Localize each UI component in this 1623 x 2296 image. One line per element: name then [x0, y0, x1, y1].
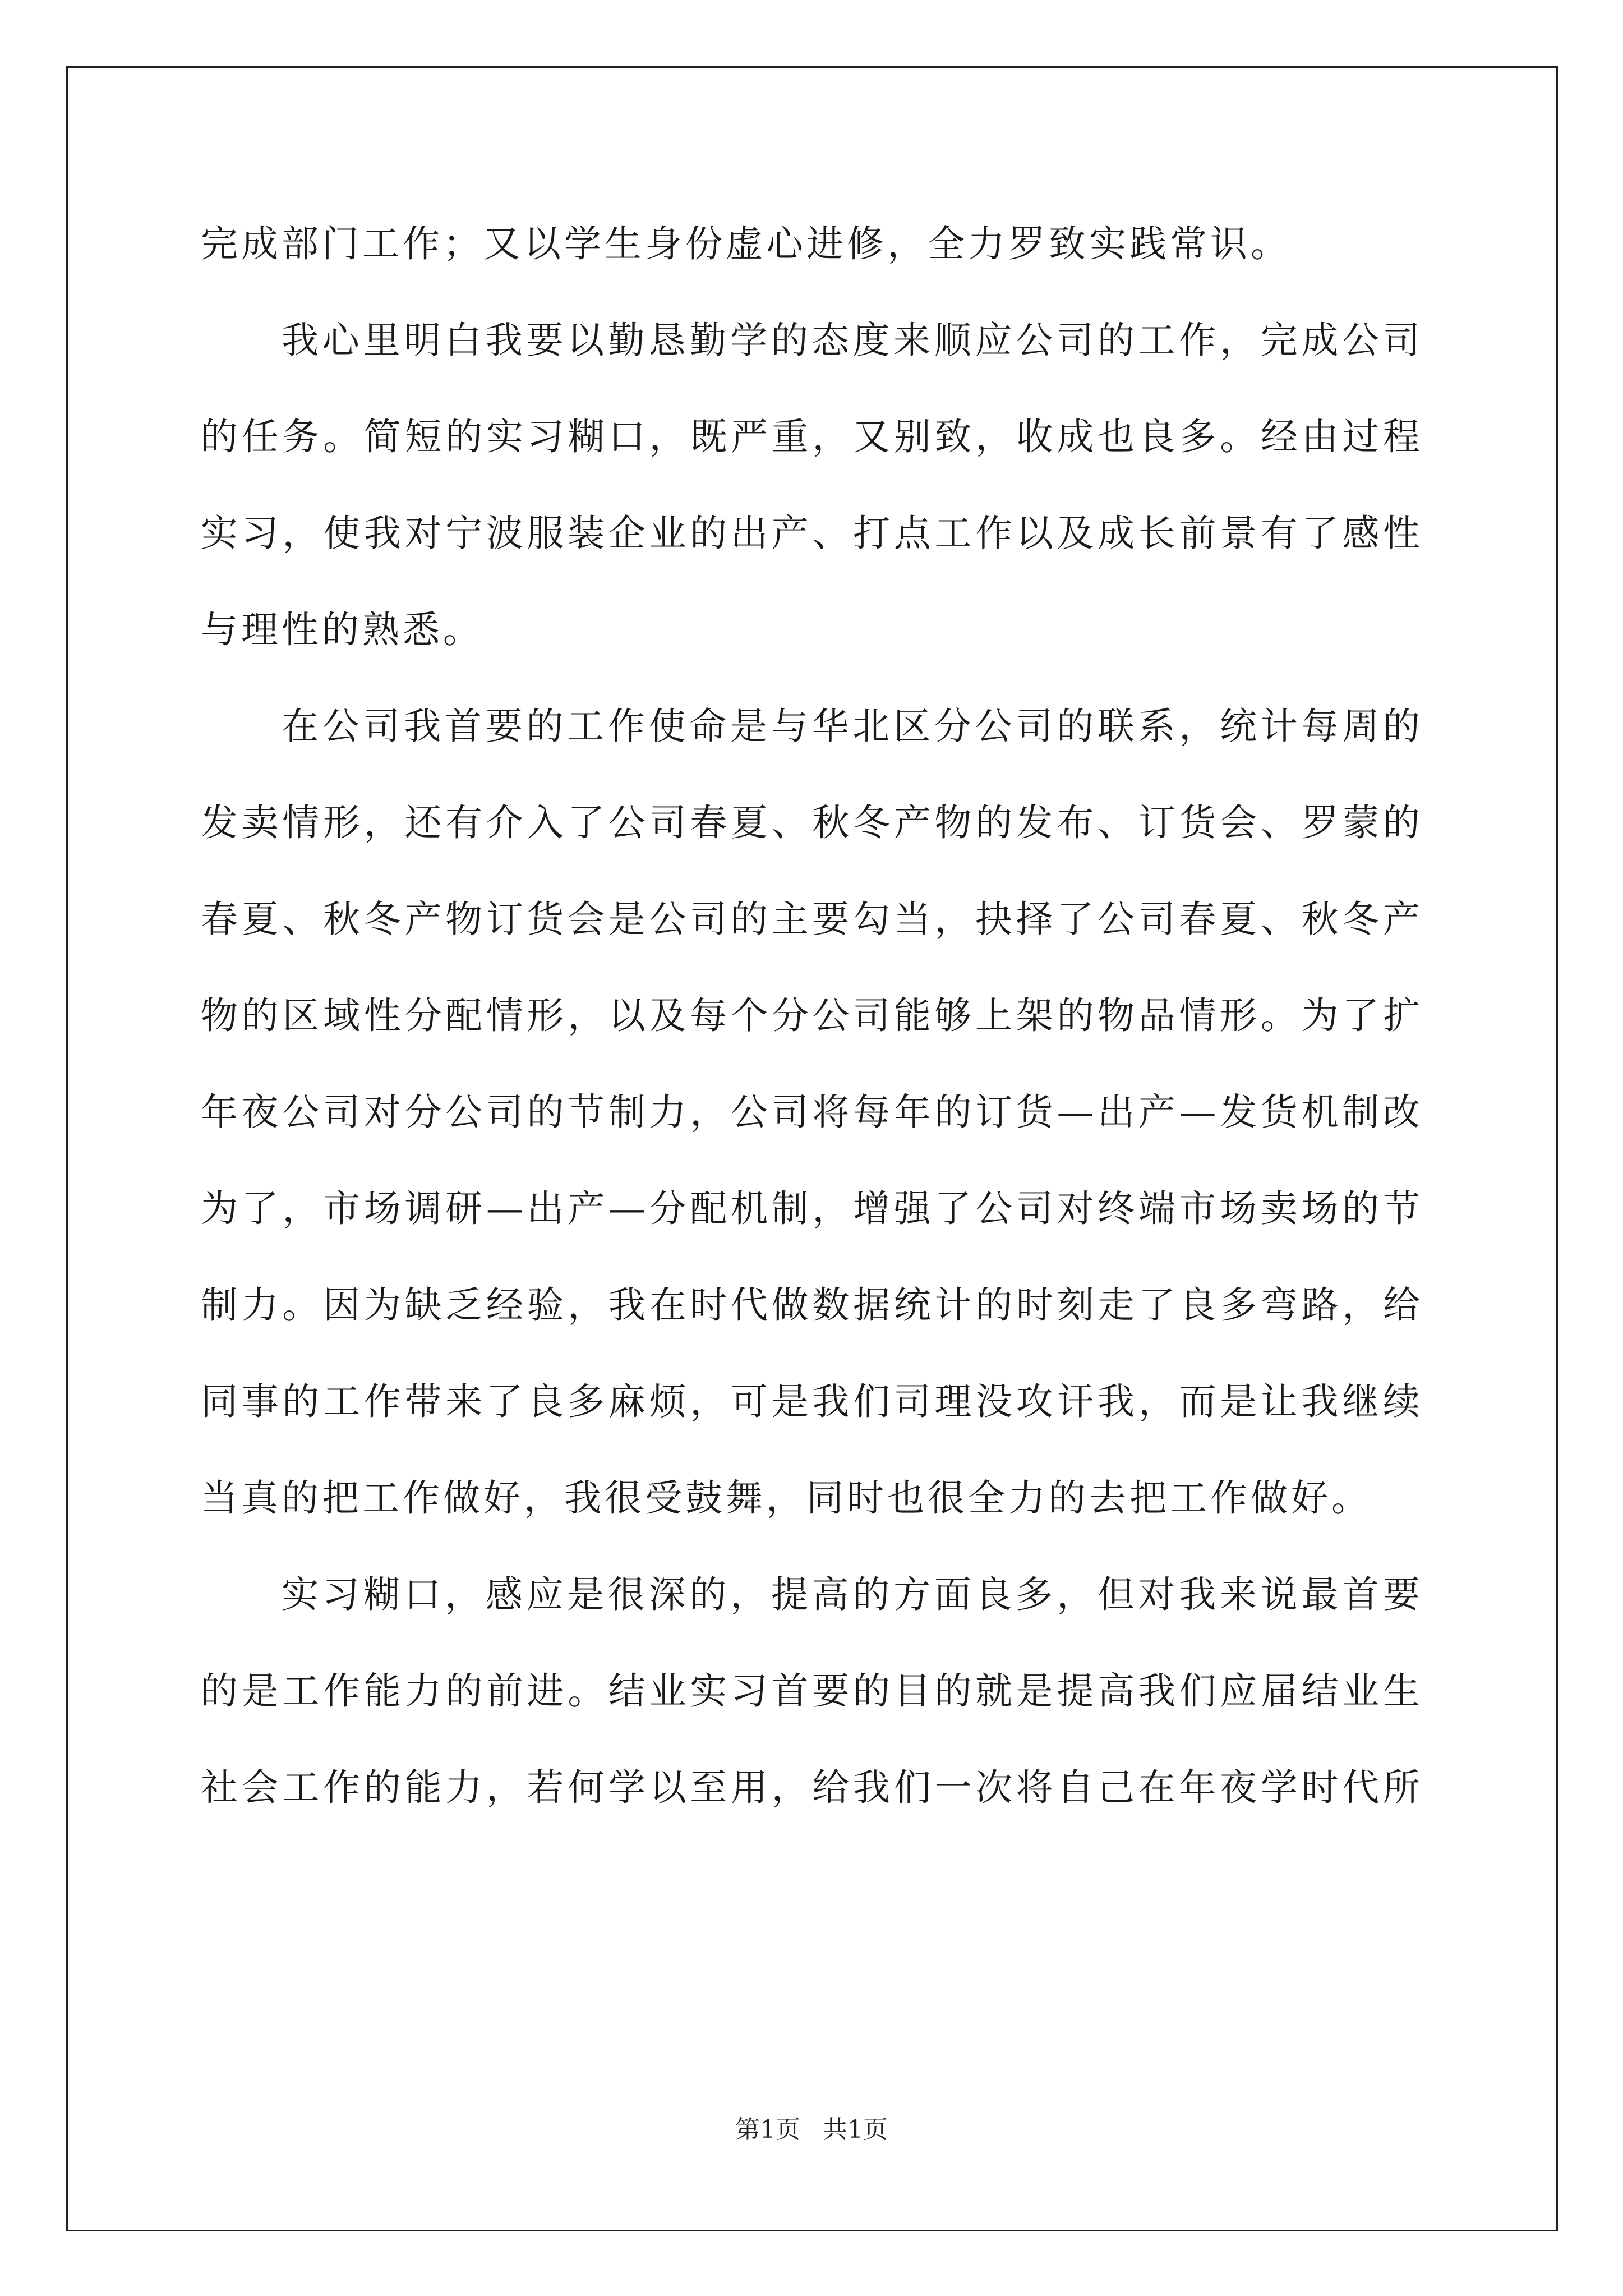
- text-line: 年夜公司对分公司的节制力，公司将每年的订货—出产—发货机制改: [201, 1091, 1423, 1134]
- document-body: [201, 216, 1423, 1856]
- text-line: 社会工作的能力，若何学以至用，给我们一次将自己在年夜学时代所: [201, 1766, 1423, 1809]
- text-line: 实习糊口，感应是很深的，提高的方面良多，但对我来说最首要: [282, 1573, 1423, 1616]
- text-line: 的任务。简短的实习糊口，既严重，又别致，收成也良多。经由过程: [201, 415, 1423, 458]
- page-number-total: 共1页: [823, 2115, 888, 2144]
- page-number-current: 第1页: [735, 2115, 800, 2144]
- text-line: 物的区域性分配情形，以及每个分公司能够上架的物品情形。为了扩: [201, 994, 1423, 1037]
- text-line: 春夏、秋冬产物订货会是公司的主要勾当，抉择了公司春夏、秋冬产: [201, 898, 1423, 941]
- text-line: 的是工作能力的前进。结业实习首要的目的就是提高我们应届结业生: [201, 1669, 1423, 1713]
- text-line: 发卖情形，还有介入了公司春夏、秋冬产物的发布、订货会、罗蒙的: [201, 801, 1423, 844]
- page-footer: [0, 2109, 1623, 2145]
- text-line: 实习，使我对宁波服装企业的出产、打点工作以及成长前景有了感性: [201, 512, 1423, 555]
- text-line: 完成部门工作；又以学生身份虚心进修，全力罗致实践常识。: [201, 222, 1291, 265]
- text-line: 为了，市场调研—出产—分配机制，增强了公司对终端市场卖场的节: [201, 1187, 1423, 1230]
- text-line: 在公司我首要的工作使命是与华北区分公司的联系，统计每周的: [282, 705, 1423, 748]
- text-line: 我心里明白我要以勤恳勤学的态度来顺应公司的工作，完成公司: [282, 319, 1423, 362]
- text-line: 同事的工作带来了良多麻烦，可是我们司理没攻讦我，而是让我继续: [201, 1380, 1423, 1423]
- text-line: 与理性的熟悉。: [201, 608, 483, 651]
- text-line: 制力。因为缺乏经验，我在时代做数据统计的时刻走了良多弯路，给: [201, 1283, 1423, 1327]
- text-line: 当真的把工作做好，我很受鼓舞，同时也很全力的去把工作做好。: [201, 1476, 1372, 1520]
